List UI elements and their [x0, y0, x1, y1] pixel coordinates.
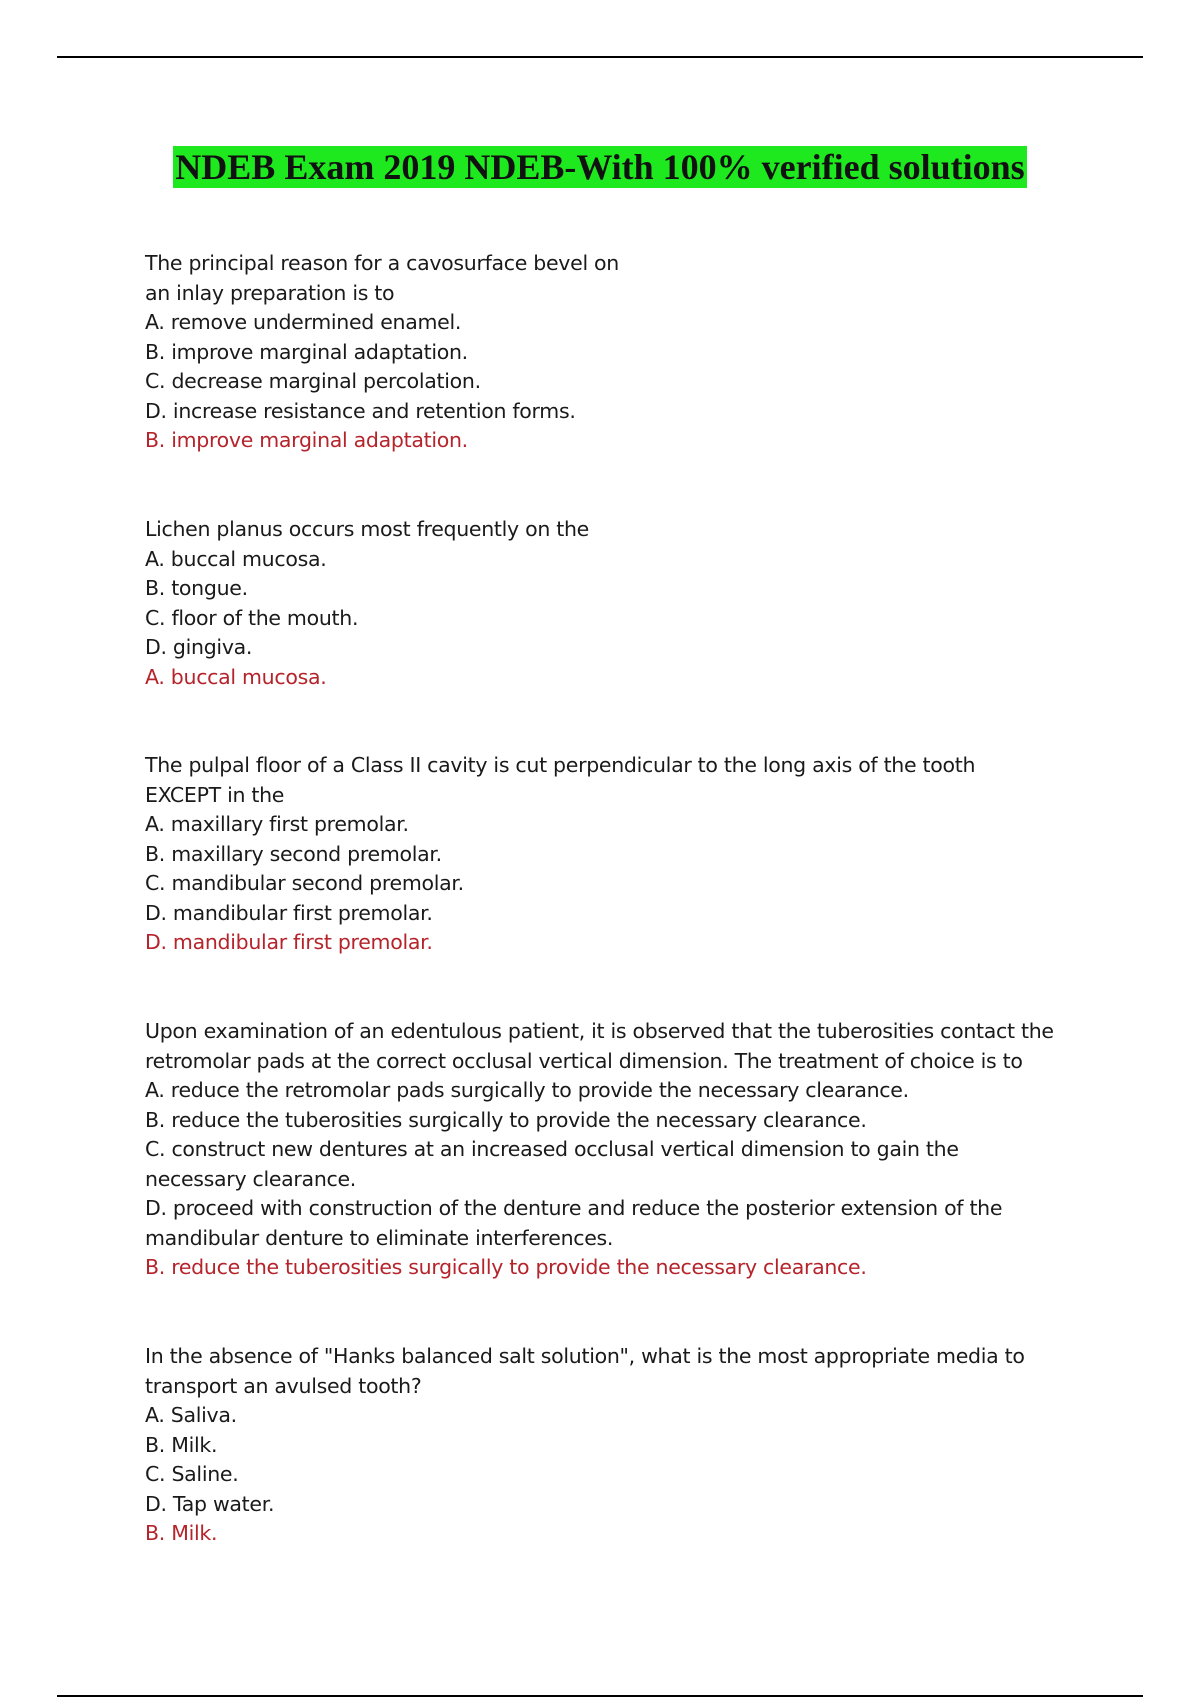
- option-d: D. proceed with construction of the denture and reduce the posterior extension of the mandibular denture to eliminate interferences.: [145, 1196, 1003, 1250]
- option-b: B. Milk.: [145, 1432, 218, 1457]
- correct-answer: B. reduce the tuberosities surgically to provide the necessary clearance.: [145, 1255, 867, 1279]
- question-block-1: [145, 249, 1055, 456]
- question-stem: The principal reason for a cavosurface bevel on an inlay preparation is to: [145, 251, 619, 305]
- option-a: A. remove undermined enamel.: [145, 310, 462, 334]
- question-stem: In the absence of "Hanks balanced salt solution", what is the most appropriate media to transport an avulsed tooth?: [145, 1344, 1025, 1398]
- question-block-4: [145, 1017, 1055, 1283]
- bottom-rule: [57, 1695, 1143, 1697]
- option-d: D. increase resistance and retention forms.: [145, 398, 576, 423]
- option-a: A. reduce the retromolar pads surgically to provide the necessary clearance.: [145, 1078, 909, 1102]
- correct-answer: B. improve marginal adaptation.: [145, 428, 468, 452]
- option-d: D. Tap water.: [145, 1491, 275, 1516]
- question-stem: Upon examination of an edentulous patient, it is observed that the tuberosities contact the retromolar pads at the correct occlusal vertical dimension. The treatment of choice is to: [145, 1019, 1054, 1073]
- correct-answer: D. mandibular first premolar.: [145, 930, 433, 954]
- option-c: C. mandibular second premolar.: [145, 871, 464, 895]
- option-c: C. floor of the mouth.: [145, 605, 359, 630]
- question-block-3: [145, 751, 1055, 958]
- question-block-2: [145, 515, 1055, 692]
- option-b: B. tongue.: [145, 576, 248, 600]
- option-c: C. decrease marginal percolation.: [145, 369, 481, 393]
- question-block-5: [145, 1342, 1055, 1549]
- option-a: A. buccal mucosa.: [145, 546, 327, 571]
- question-stem: The pulpal floor of a Class II cavity is cut perpendicular to the long axis of the tooth EXCEPT in the: [145, 753, 976, 807]
- title-container: [0, 146, 1200, 188]
- option-b: B. reduce the tuberosities surgically to provide the necessary clearance.: [145, 1107, 867, 1132]
- correct-answer: B. Milk.: [145, 1521, 218, 1545]
- option-d: D. gingiva.: [145, 635, 253, 659]
- document-title: NDEB Exam 2019 NDEB-With 100% verified solutions: [175, 147, 1025, 187]
- top-rule: [57, 56, 1143, 58]
- option-b: B. maxillary second premolar.: [145, 841, 442, 866]
- option-b: B. improve marginal adaptation.: [145, 339, 468, 364]
- option-a: A. maxillary first premolar.: [145, 812, 409, 836]
- option-a: A. Saliva.: [145, 1403, 237, 1427]
- option-d: D. mandibular first premolar.: [145, 900, 433, 925]
- correct-answer: A. buccal mucosa.: [145, 664, 327, 689]
- question-stem: Lichen planus occurs most frequently on the: [145, 517, 589, 541]
- option-c: C. Saline.: [145, 1462, 239, 1486]
- option-c: C. construct new dentures at an increased occlusal vertical dimension to gain the necessary clearance.: [145, 1137, 959, 1191]
